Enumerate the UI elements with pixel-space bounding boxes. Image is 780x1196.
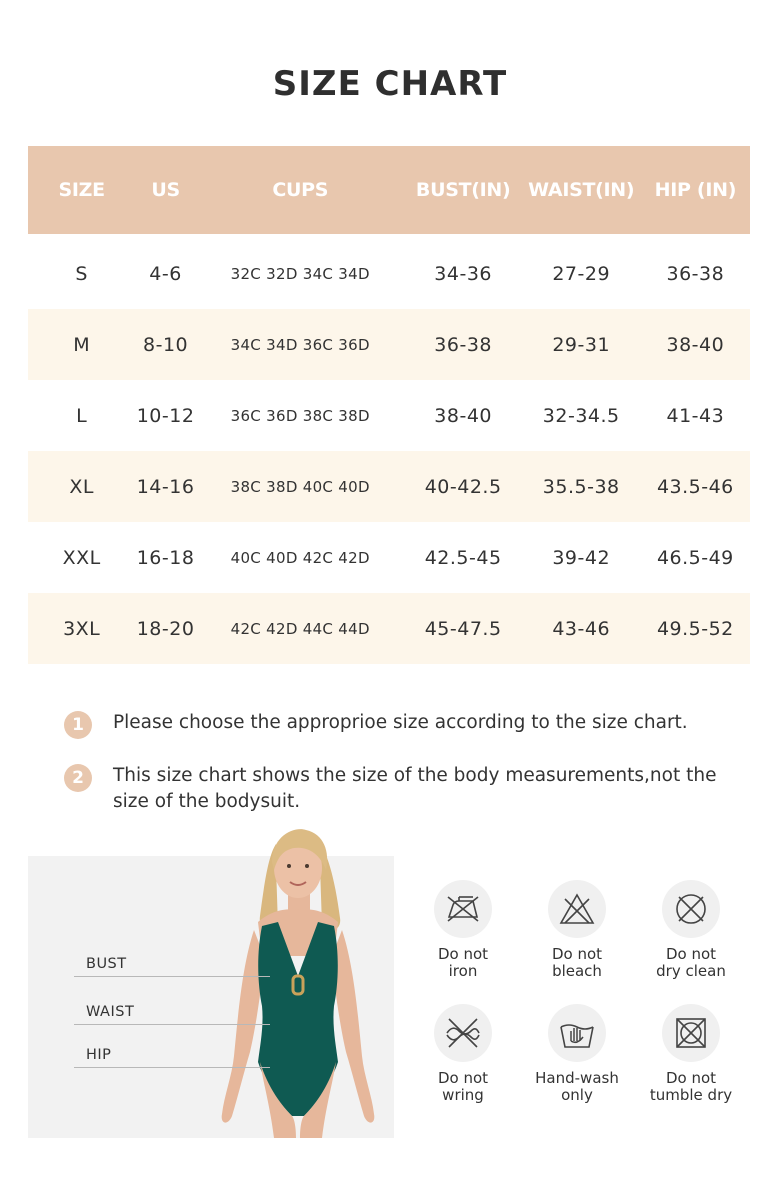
note-text: This size chart shows the size of the body measurements,not the size of the bodysuit. (113, 765, 717, 812)
cell-bust: 36-38 (434, 333, 492, 356)
cell-hip: 49.5-52 (656, 617, 734, 640)
bust-line (74, 976, 270, 977)
cell-waist: 32-34.5 (542, 404, 620, 427)
note-item (64, 764, 753, 815)
cell-us: 4-6 (149, 262, 182, 285)
care-label: Do not (551, 945, 603, 963)
care-label: Do not (665, 1069, 717, 1087)
header-us: US (151, 179, 180, 201)
note-number-badge: 2 (64, 764, 92, 792)
header-waist: WAIST(IN) (528, 179, 635, 201)
cell-hip: 41-43 (666, 404, 725, 427)
care-item-no-iron (403, 880, 523, 980)
cell-cups: 34C 34D 36C 36D (230, 335, 370, 354)
size-chart-table (28, 146, 750, 664)
care-item-no-bleach (517, 880, 637, 980)
care-item-no-tumble-dry (631, 1004, 751, 1104)
table-row (28, 593, 750, 664)
care-label: only (561, 1086, 593, 1104)
cell-waist: 35.5-38 (542, 475, 620, 498)
cell-cups: 42C 42D 44C 44D (230, 619, 370, 638)
cell-size: XXL (62, 546, 101, 569)
cell-cups: 36C 36D 38C 38D (230, 406, 370, 425)
no-dry-clean-icon (671, 889, 711, 929)
care-label: Hand-wash (535, 1069, 619, 1087)
cell-hip: 43.5-46 (656, 475, 734, 498)
cell-waist: 39-42 (552, 546, 611, 569)
table-row (28, 309, 750, 380)
care-label: wring (442, 1086, 484, 1104)
no-wring-icon (443, 1013, 483, 1053)
cell-cups: 32C 32D 34C 34D (230, 264, 370, 283)
table-row (28, 380, 750, 451)
cell-waist: 29-31 (552, 333, 611, 356)
cell-bust: 42.5-45 (424, 546, 502, 569)
cell-cups: 38C 38D 40C 40D (230, 477, 370, 496)
cell-size: 3XL (63, 617, 101, 640)
care-item-no-dry-clean (631, 880, 751, 980)
header-bust: BUST(IN) (415, 179, 511, 201)
table-row (28, 451, 750, 522)
care-label: Do not (437, 945, 489, 963)
no-bleach-icon (557, 889, 597, 929)
care-label: Do not (665, 945, 717, 963)
hip-line (74, 1067, 270, 1068)
table-row (28, 238, 750, 309)
no-iron-icon (443, 889, 483, 929)
cell-us: 8-10 (143, 333, 189, 356)
care-item-no-wring (403, 1004, 523, 1104)
cell-size: M (73, 333, 91, 356)
cell-size: L (76, 404, 88, 427)
note-number-badge: 1 (64, 711, 92, 739)
cell-bust: 38-40 (434, 404, 492, 427)
measurement-guide (28, 856, 394, 1138)
cell-waist: 27-29 (552, 262, 611, 285)
care-label: bleach (552, 962, 602, 980)
care-item-hand-wash (517, 1004, 637, 1104)
waist-label: WAIST (86, 1004, 135, 1020)
note-item (64, 711, 753, 739)
bust-label: BUST (86, 956, 127, 972)
model-photo (198, 826, 398, 1138)
header-cups: CUPS (272, 179, 329, 201)
header-size: SIZE (58, 179, 105, 201)
cell-bust: 45-47.5 (424, 617, 502, 640)
note-text: Please choose the approprioe size according to the size chart. (113, 712, 688, 733)
care-label: tumble dry (649, 1086, 733, 1104)
hand-wash-icon (557, 1013, 597, 1053)
cell-hip: 38-40 (666, 333, 725, 356)
cell-size: S (75, 262, 88, 285)
care-label: dry clean (656, 962, 726, 980)
table-header (28, 146, 750, 234)
page-title: SIZE CHART (272, 64, 508, 104)
cell-hip: 46.5-49 (656, 546, 734, 569)
waist-line (74, 1024, 270, 1025)
cell-cups: 40C 40D 42C 42D (230, 548, 370, 567)
cell-us: 10-12 (136, 404, 195, 427)
header-hip: HIP (IN) (654, 179, 737, 201)
cell-bust: 34-36 (434, 262, 492, 285)
table-row (28, 522, 750, 593)
cell-us: 18-20 (136, 617, 195, 640)
care-label: iron (448, 962, 478, 980)
hip-label: HIP (86, 1047, 112, 1063)
cell-bust: 40-42.5 (424, 475, 502, 498)
cell-waist: 43-46 (552, 617, 611, 640)
cell-size: XL (69, 475, 94, 498)
care-label: Do not (437, 1069, 489, 1087)
cell-hip: 36-38 (666, 262, 725, 285)
cell-us: 14-16 (136, 475, 195, 498)
no-tumble-dry-icon (671, 1013, 711, 1053)
cell-us: 16-18 (136, 546, 195, 569)
